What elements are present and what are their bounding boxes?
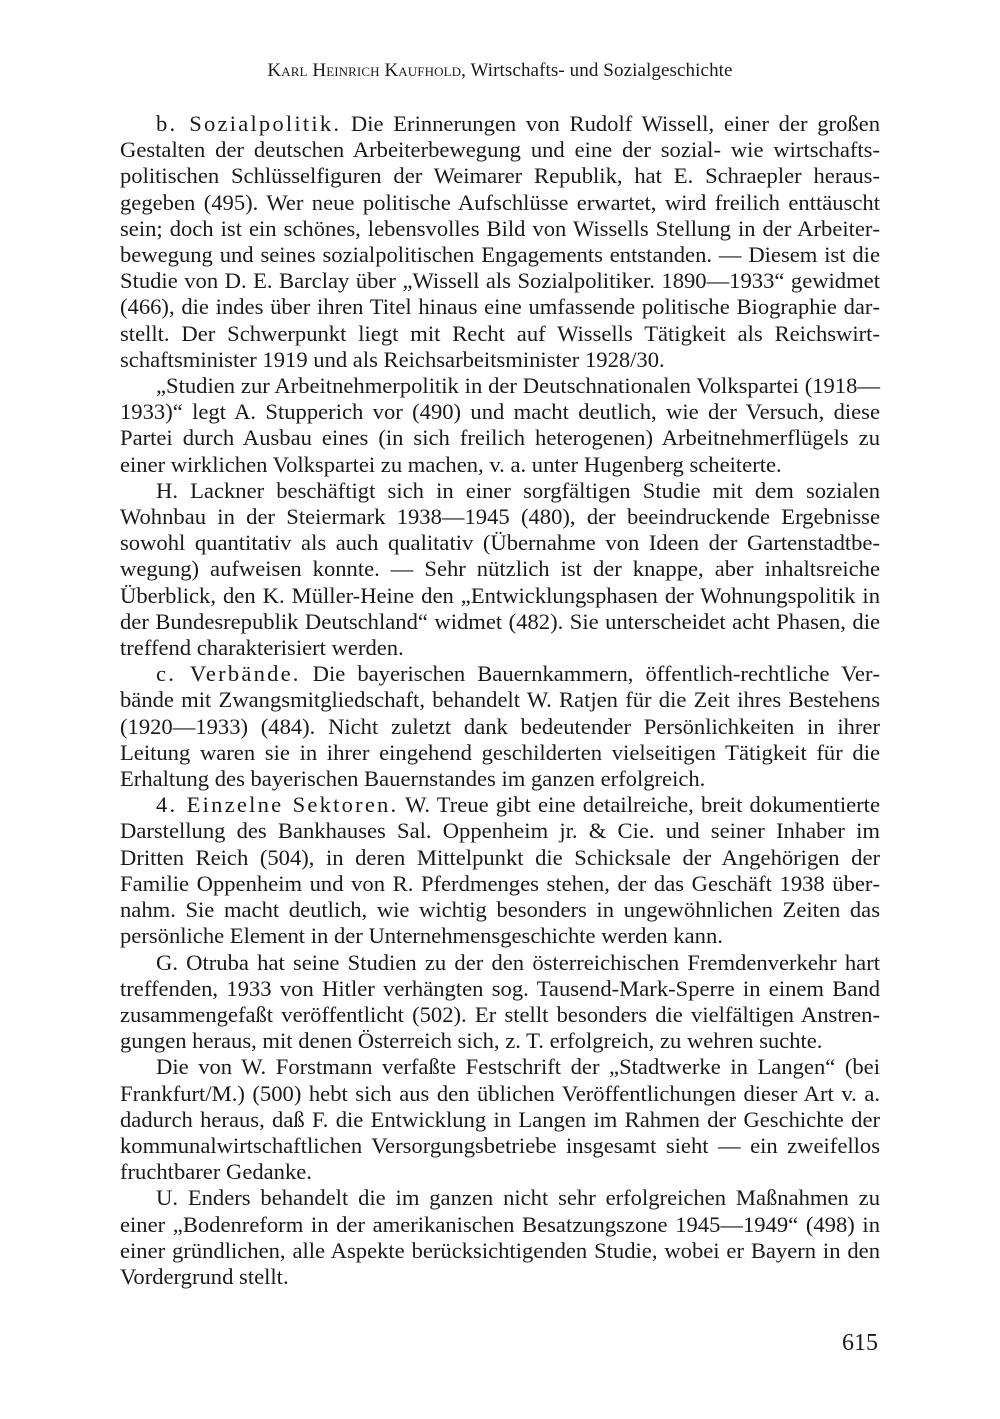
paragraph-verbaende [120,661,880,792]
paragraph-text: Die bayerischen Bauernkammern, öffentlich-rechtliche Verbände mit Zwangsmitgliedschaft, behandelt W. Ratjen für die Zeit ihres Bestehens (1920—1933) (484). Nicht zuletzt dank bedeutender Persönlichkeiten in ihrer Leitung waren sie in ihrer eingehend geschilderten vielseitigen Tätigkeit für die Erhaltung des bayerischen Bauernstandes im ganzen erfolgreich. [120,661,880,792]
paragraph-text: U. Enders behandelt die im ganzen nicht sehr erfolgreichen Maßnahmen zu einer „Bodenreform in der amerikanischen Besatzungszone 1945—1949“ (498) in einer gründlichen, alle Aspekte berücksichtigenden Studie, wobei er Bayern in den Vordergrund stellt. [120,1185,880,1289]
page-number: 615 [842,1330,878,1356]
paragraph-text: Die von W. Forstmann verfaßte Festschrift der „Stadtwerke in Langen“ (bei Frankfurt/M.) (500) hebt sich aus den üblichen Veröffentlichungen dieser Art v. a. dadurch heraus, daß F. die Entwicklung in Langen im Rahmen der Geschichte der kommunalwirtschaftlichen Versorgungsbetriebe insgesamt sieht — ein zweifellos fruchtbarer Gedanke. [120,1054,880,1185]
section-lead-einzelne-sektoren: 4. Einzelne Sektoren. [156,792,399,818]
paragraph-stupperich [120,373,880,478]
paragraph-text: Die Erinnerungen von Rudolf Wissell, einer der großen Gestalten der deutschen Arbeiterbewegung und eine der sozial- wie wirtschaftspolitischen Schlüsselfiguren der Weimarer Republik, hat E. Schraepler herausgegeben (495). Wer neue politische Aufschlüsse erwartet, wird freilich enttäuscht sein; doch ist ein schönes, lebensvolles Bild von Wissells Stellung in der Arbeiterbewegung und seines sozialpolitischen Engagements entstanden. — Diesem ist die Studie von D. E. Barclay über „Wissell als Sozialpolitiker. 1890—1933“ gewidmet (466), die indes über ihren Titel hinaus eine umfassende politische Biographie darstellt. Der Schwerpunkt liegt mit Recht auf Wissells Tätigkeit als Reichswirtschaftsminister 1919 und als Reichsarbeitsminister 1928/30. [120,111,880,372]
header-author: Karl Heinrich Kaufhold [267,60,462,81]
paragraph-forstmann [120,1054,880,1185]
running-header [120,60,880,82]
paragraph-otruba [120,950,880,1055]
paragraph-text: W. Treue gibt eine detailreiche, breit dokumentierte Darstellung des Bankhauses Sal. Oppenheim jr. & Cie. und seiner Inhaber im Dritten Reich (504), in deren Mittelpunkt die Schicksale der Angehörigen der Familie Oppenheim und von R. Pferdmenges stehen, der das Geschäft 1938 übernahm. Sie macht deutlich, wie wichtig besonders in ungewöhnlichen Zeiten das persönliche Element in der Unternehmensgeschichte werden kann. [120,792,880,949]
paragraph-text: G. Otruba hat seine Studien zu der den österreichischen Fremdenverkehr hart treffenden, 1933 von Hitler verhängten sog. Tausend-Mark-Sperre in einem Band zusammengefaßt veröffentlicht (502). Er stellt besonders die vielfältigen Anstrengungen heraus, mit denen Österreich sich, z. T. erfolgreich, zu wehren suchte. [120,949,880,1054]
paragraph-einzelne-sektoren [120,792,880,949]
paragraph-enders [120,1185,880,1290]
section-lead-verbaende: c. Verbände. [156,661,301,687]
paragraph-sozialpolitik [120,111,880,373]
section-lead-sozialpolitik: b. Sozialpolitik. [156,111,342,136]
header-title: , Wirtschafts- und Sozialgeschichte [461,60,733,81]
paragraph-text: H. Lackner beschäftigt sich in einer sorgfältigen Studie mit dem sozialen Wohnbau in der Steiermark 1938—1945 (480), der beeindruckende Ergebnisse sowohl quantitativ als auch qualitativ (Übernahme von Ideen der Gartenstadtbewegung) aufweisen konnte. — Sehr nützlich ist der knappe, aber inhaltsreiche Überblick, den K. Müller-Heine den „Entwicklungsphasen der Wohnungspolitik in der Bundesrepublik Deutschland“ widmet (482). Sie unterscheidet acht Phasen, die treffend charakterisiert werden. [120,477,880,661]
paragraph-lackner [120,478,880,661]
paragraph-text: „Studien zur Arbeitnehmerpolitik in der Deutschnationalen Volkspartei (1918—1933)“ legt A. Stupperich vor (490) und macht deutlich, wie der Versuch, diese Partei durch Ausbau eines (in sich freilich heterogenen) Arbeitnehmerflügels zu einer wirklichen Volkspartei zu machen, v. a. unter Hugenberg scheiterte. [120,373,880,477]
body-text [120,111,880,1290]
